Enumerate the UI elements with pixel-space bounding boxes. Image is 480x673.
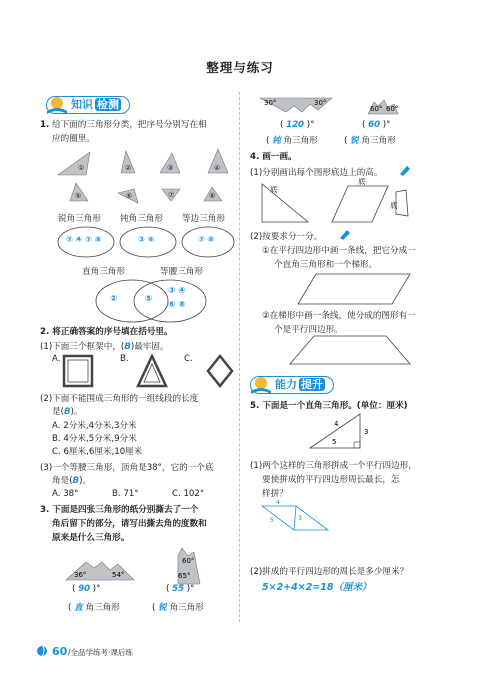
q2-heading: 2. 将正确答案的序号填在括号里。	[40, 327, 173, 337]
shape-label-8: ⑧	[209, 192, 216, 200]
q2-s3-line2: 角是(B)。	[52, 476, 92, 486]
base-label-3: 底	[390, 201, 398, 210]
q2-s1-line: (1)下面三个框架中，(B)最牢固。	[40, 342, 169, 352]
cat-label-obtuse: 钝角三角形	[120, 214, 163, 224]
q5-s1-line1: (1)两个这样的三角形拼成一个平行四边形，	[250, 461, 417, 471]
page-title: 整理与练习	[206, 60, 274, 75]
pencil-icon-2	[338, 228, 352, 240]
base-label-2: 底	[358, 177, 366, 186]
section-title-part1: 能力	[275, 378, 297, 391]
footer-book-title: /全品学练考·课后练	[68, 648, 133, 657]
answer-acute: ⑦ ④ ⑦ ⑧	[66, 235, 102, 244]
torn2-angle-a: 60°	[182, 557, 195, 565]
torn3-angle-b: 30°	[314, 99, 327, 107]
footer-page-number: 60	[52, 645, 68, 658]
q5-s1-line2: 要使拼成的平行四边形周长最长，怎	[262, 475, 400, 485]
q3-item1-type: ( 直 角三角形	[68, 603, 120, 613]
q5-answer-parallelogram-sketch	[256, 500, 336, 536]
q4-s2-text: (2)按要求分一分。	[250, 232, 323, 242]
section-title-part1: 知识	[71, 98, 93, 111]
q2-frames-figure	[58, 354, 238, 388]
q5-s1-line3: 样拼？	[262, 489, 288, 499]
q2-s3-line1: (3)一个等腰三角形，顶角是38°，它的一个底	[40, 463, 214, 473]
section-badge-ability	[250, 376, 334, 394]
q3-torn-triangles-1-2	[60, 546, 240, 586]
q4-parallelogram-figure	[296, 272, 416, 308]
q4-s2a-line2: 个直角三角形和一个梯形。	[274, 260, 378, 270]
torn4-angle-b: 60°	[386, 105, 399, 113]
shape-label-1: ①	[78, 164, 85, 172]
torn4-angle-a: 60°	[370, 105, 383, 113]
q4-trapezoid-figure	[286, 334, 416, 368]
set-label-right: 直角三角形	[82, 267, 125, 277]
answer-obtuse: ③ ⑥	[138, 235, 155, 244]
q3-item4-type: ( 锐 角三角形	[344, 136, 396, 146]
answer-right-only: ②	[110, 294, 118, 304]
frame-rhombus	[208, 356, 232, 386]
q2-s2-answer: B	[63, 407, 71, 417]
q2-s1-answer: B	[124, 342, 131, 352]
side-label-4: 4	[334, 420, 339, 428]
q2-s3-answer: B	[72, 476, 80, 486]
q3-item2-degree: ( 55 )°	[166, 584, 195, 594]
q5-s2-text: (2)拼成的平行四边形的周长是多少厘米？	[250, 567, 409, 577]
q4-draw-height-figures	[256, 178, 426, 228]
q2-s2-line2: 是(B)。	[52, 407, 83, 417]
column-divider	[239, 92, 240, 622]
q4-s1-text: (1)分别画出每个图形底边上的高。	[250, 168, 383, 178]
answer-both: ⑤	[145, 294, 153, 304]
right-triangle-shape	[262, 184, 308, 222]
answer-equilateral: ⑦ ⑧	[198, 235, 215, 244]
q2-s2-line1: (2)下面不能围成三角形的一组线段的长度	[40, 394, 199, 404]
base-label-1: 底	[270, 185, 278, 194]
q4-s2a-line1: ①在平行四边形中画一条线，把它分成一	[262, 246, 416, 256]
side-label-5: 5	[332, 438, 337, 446]
cat-label-acute: 锐角三角形	[58, 214, 101, 224]
torn1-angle-a: 36°	[74, 571, 87, 579]
q3-text-line1: 3. 下面是四张三角形的纸分别撕去了一个	[40, 505, 199, 515]
q2-s1-option-c: C.	[184, 354, 193, 364]
sketch-label-5: 5	[270, 517, 274, 524]
footer-leaf-icon	[34, 643, 50, 659]
q1-text-line1: 1. 给下面的三角形分类，把序号分别写在相	[40, 120, 207, 130]
set-label-isosceles: 等腰三角形	[160, 267, 203, 277]
side-label-3: 3	[364, 428, 369, 436]
q3-item2-type: ( 锐 角三角形	[152, 603, 204, 613]
q4-s2b-line2: 个是平行四边形。	[274, 325, 343, 335]
q3-item1-degree: ( 90 )°	[72, 584, 101, 594]
q2-s2-option-c: C. 6厘米,6厘米,10厘米	[52, 447, 143, 457]
q2-s2-option-a: A. 2分米,4分米,3分米	[52, 421, 137, 431]
triangle-1	[58, 152, 90, 175]
torn3-angle-a: 30°	[264, 99, 277, 107]
frame-triangle	[138, 356, 166, 386]
q5-right-triangle-figure	[306, 410, 386, 452]
shape-label-2: ②	[125, 164, 132, 172]
shape-label-3: ③	[167, 164, 174, 172]
q3-text-line2: 角后留下的部分，请写出撕去角的度数和	[52, 519, 207, 529]
torn1-angle-b: 54°	[112, 571, 125, 579]
q2-s1-option-a: A.	[52, 354, 61, 364]
sketch-label-4: 4	[276, 500, 280, 506]
pencil-icon	[398, 164, 412, 176]
q3-torn-triangles-3-4	[258, 90, 438, 120]
q2-s2-option-b: B. 4分米,5分米,9分米	[52, 434, 137, 444]
torn2-angle-b: 65°	[178, 572, 191, 580]
parallelogram-shape	[332, 186, 388, 222]
q1-triangles-figure	[48, 145, 238, 205]
cat-label-equilateral: 等边三角形	[182, 214, 225, 224]
q3-item3-degree: ( 120 )°	[280, 120, 315, 130]
shape-label-4: ④	[214, 164, 221, 172]
q3-item3-type: ( 钝 角三角形	[266, 136, 318, 146]
q4-heading: 4. 画一画。	[250, 152, 297, 162]
answer-isosceles-only-1: ③ ④	[168, 286, 186, 296]
book-sun-icon-2	[249, 373, 273, 397]
book-sun-icon	[45, 93, 69, 117]
q5-answer: 5×2+4×2=18（厘米）	[262, 582, 372, 593]
q2-s3-option-c: C. 102°	[172, 489, 205, 499]
section-title-part2: 提升	[301, 378, 323, 391]
sketch-label-3: 3	[298, 515, 302, 522]
shape-label-6: ⑥	[126, 192, 133, 200]
q2-s3-option-b: B. 71°	[112, 489, 139, 499]
shape-label-7: ⑦	[168, 191, 175, 199]
q2-s1-option-b: B.	[120, 354, 129, 364]
q3-item4-degree: ( 60 )°	[362, 120, 391, 130]
section-badge-knowledge	[46, 96, 130, 114]
shape-label-5: ⑤	[75, 192, 82, 200]
q4-s2b-line1: ②在梯形中画一条线，使分成的图形有一	[262, 311, 416, 321]
q3-text-line3: 原来是什么三角形。	[52, 533, 130, 543]
section-title-part2: 检测	[97, 98, 119, 111]
q1-text-line2: 应的圈里。	[52, 134, 95, 144]
answer-isosceles-only-2: ⑥ ⑧	[168, 300, 186, 310]
q5-heading: 5. 下面是一个直角三角形。(单位：厘米)	[250, 401, 408, 411]
q2-s3-option-a: A. 38°	[52, 489, 79, 499]
